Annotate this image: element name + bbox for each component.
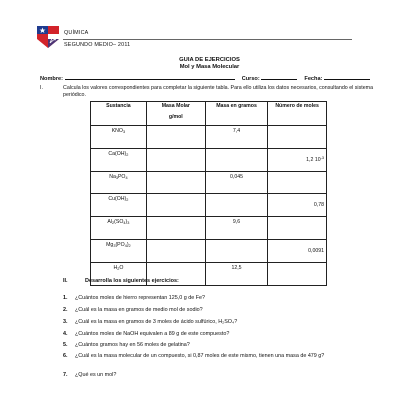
cell-substance (91, 217, 147, 240)
cell-mass[interactable] (205, 194, 267, 217)
subject-label: QUÍMICA (64, 30, 89, 36)
formula-subscript: 2 (126, 198, 129, 203)
cell-substance (91, 148, 147, 171)
cell-mass: 7,4 (205, 126, 267, 149)
title-line-2: Mol y Masa Molecular (179, 64, 240, 70)
moles-value: 0,78 (313, 202, 324, 209)
cell-moles (268, 148, 327, 171)
cell-molar-mass[interactable] (146, 217, 205, 240)
cell-moles[interactable] (268, 126, 327, 149)
name-blank[interactable] (65, 74, 235, 80)
moles-exponent: -3 (320, 156, 324, 161)
date-label: Fecha: (304, 76, 323, 82)
question-text: ¿Qué es un mol? (75, 372, 117, 378)
formula-text: H (113, 264, 118, 271)
header-molar-mass (146, 102, 205, 126)
table-header-row (91, 102, 327, 126)
cell-substance (91, 239, 147, 262)
cell-molar-mass[interactable] (146, 126, 205, 149)
formula-text: KNO (111, 128, 123, 134)
table-row (91, 171, 327, 194)
question-text: ¿Cuál es la masa molecular de un compuesto, si 0,87 moles de este mismo, tienen una masa de 479 g? (75, 353, 325, 359)
cell-moles (268, 194, 327, 217)
cell-mass[interactable] (205, 239, 267, 262)
formula-subscript: 2 (126, 152, 129, 157)
header-moles: Número de moles (268, 102, 327, 126)
cell-mass: 9,6 (205, 217, 267, 240)
formula-subscript: 3 (115, 175, 118, 180)
formula-subscript: 3 (127, 221, 130, 226)
table-body (91, 126, 327, 286)
formula-text: PO (117, 173, 126, 180)
formula-text: Na (109, 173, 116, 180)
question-number: 6. (63, 353, 68, 359)
table-row (91, 239, 327, 262)
question-number: 5. (63, 342, 68, 348)
cell-substance (91, 126, 147, 149)
worksheet-title (0, 57, 419, 71)
cell-substance (91, 171, 147, 194)
formula-text: ) (126, 241, 129, 248)
cell-moles[interactable] (268, 171, 327, 194)
grade-label: SEGUNDO MEDIO– 2011 (64, 42, 131, 48)
cell-moles[interactable] (268, 262, 327, 285)
table-row (91, 194, 327, 217)
cell-mass: 12,5 (205, 262, 267, 285)
header-molar-mass-unit: g/mol (168, 114, 183, 120)
table-row (91, 148, 327, 171)
question-number: 4. (63, 331, 68, 337)
formula-subscript: 2 (112, 221, 115, 226)
question-number: 2. (63, 307, 68, 313)
school-logo-icon (36, 25, 60, 49)
header-divider (63, 39, 352, 40)
course-blank[interactable] (261, 74, 297, 80)
moles-value: 0,0091 (308, 247, 324, 254)
question-text: ¿Cuántos moles de hierro representan 125,0 g de Fe? (75, 295, 206, 301)
section-ii-number: II. (63, 278, 68, 284)
cell-molar-mass[interactable] (146, 194, 205, 217)
table-row (91, 217, 327, 240)
formula-text: O (119, 264, 124, 271)
section-i-instructions: Calcula los valores correspondientes para completar la siguiente tabla. Para ello utiliza los datos necesarios, consultando el sistema periódico. (63, 85, 374, 98)
question-number: 3. (63, 319, 68, 325)
cell-molar-mass[interactable] (146, 239, 205, 262)
formula-subscript: 4 (125, 175, 128, 180)
formula-subscript: 4 (123, 221, 126, 226)
cell-mass[interactable] (205, 148, 267, 171)
header-mass: Masa en gramos (205, 102, 267, 126)
header-molar-mass-label: Masa Molar (161, 103, 190, 109)
cell-substance (91, 194, 147, 217)
question-text: ¿Cuál es la masa en gramos de 3 moles de ácido sulfúrico, H₂SO₄? (75, 319, 238, 325)
formula-subscript: 3 (122, 130, 126, 134)
question-text: ¿Cuántos gramos hay en 56 moles de gelatina? (75, 342, 190, 348)
cell-mass: 0,045 (205, 171, 267, 194)
table-row (91, 126, 327, 149)
name-label: Nombre: (40, 76, 63, 82)
moles-value: 1,2 10 (306, 157, 321, 164)
question-number: 7. (63, 372, 68, 378)
formula-subscript: 3 (113, 243, 116, 248)
molar-mass-table (90, 101, 327, 286)
question-number: 1. (63, 295, 68, 301)
formula-subscript: 2 (128, 243, 131, 248)
cell-moles[interactable] (268, 217, 327, 240)
title-line-1: GUIA DE EJERCICIOS (179, 57, 240, 63)
question-text: ¿Cuántos moles de NaOH equivalen a 89 g de este compuesto? (75, 331, 230, 337)
student-fields (40, 74, 380, 82)
formula-subscript: 2 (117, 266, 120, 271)
cell-molar-mass[interactable] (146, 148, 205, 171)
cell-moles (268, 239, 327, 262)
course-label: Curso: (241, 76, 260, 82)
formula-text: Ca(OH) (108, 150, 127, 157)
cell-molar-mass[interactable] (146, 171, 205, 194)
formula-text: Al (107, 219, 113, 226)
formula-text: (SO (114, 219, 124, 226)
section-i-number: I. (40, 85, 43, 91)
header-substance: Sustancia (91, 102, 147, 126)
section-ii-heading: Desarrolla los siguientes ejercicios: (85, 278, 179, 284)
formula-text: Mg (106, 241, 114, 248)
question-text: ¿Cuál es la masa en gramos de medio mol de sodio? (75, 307, 203, 313)
formula-subscript: 4 (124, 243, 127, 248)
formula-text: (PO (115, 241, 125, 248)
date-blank[interactable] (324, 74, 370, 80)
formula-text: ) (125, 219, 128, 226)
formula-text: Cu(OH) (108, 196, 127, 203)
